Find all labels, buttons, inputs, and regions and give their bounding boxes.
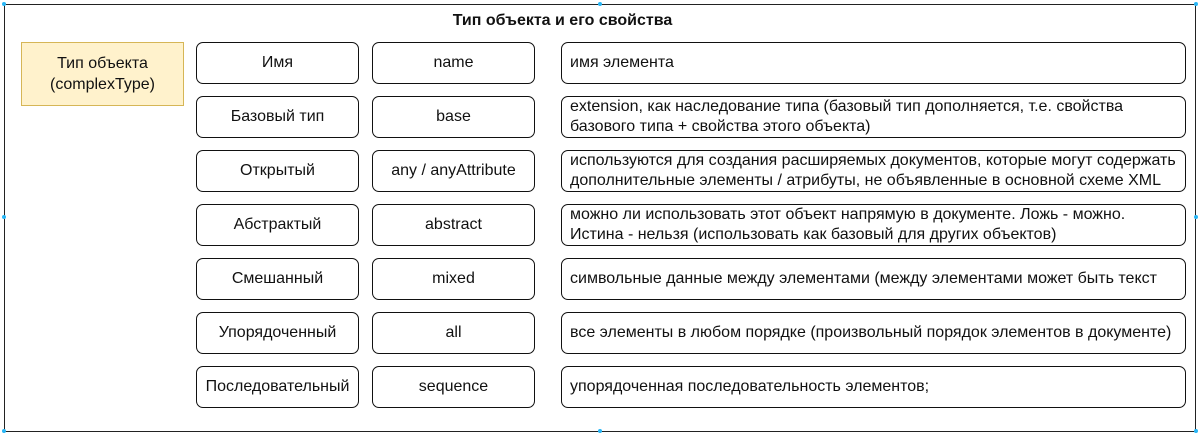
object-type-keyword: (complexType)	[50, 76, 155, 93]
property-name-box[interactable]: Открытый	[196, 150, 359, 192]
property-description-box[interactable]: все элементы в любом порядке (произвольный порядок элементов в документе)	[561, 312, 1186, 354]
property-description-box[interactable]: можно ли использовать этот объект напрямую в документе. Ложь - можно. Истина - нельзя (использовать как базовый для других объектов)	[561, 204, 1186, 246]
property-description-box[interactable]: имя элемента	[561, 42, 1186, 84]
selection-handle-bottom-left[interactable]	[2, 429, 6, 433]
property-keyword-box[interactable]: all	[372, 312, 535, 354]
diagram-title: Тип объекта и его свойства	[452, 12, 673, 29]
property-name-box[interactable]: Имя	[196, 42, 359, 84]
selection-handle-mid-left[interactable]	[2, 215, 6, 219]
selection-handle-bottom-right[interactable]	[1194, 429, 1198, 433]
property-keyword-box[interactable]: any / anyAttribute	[372, 150, 535, 192]
property-name-box[interactable]: Абстрактый	[196, 204, 359, 246]
property-name-box[interactable]: Упорядоченный	[196, 312, 359, 354]
selection-handle-top-mid[interactable]	[598, 2, 602, 6]
property-keyword-box[interactable]: abstract	[372, 204, 535, 246]
selection-handle-mid-right[interactable]	[1194, 215, 1198, 219]
property-keyword-box[interactable]: base	[372, 96, 535, 138]
object-type-box[interactable]	[21, 42, 184, 106]
property-description-box[interactable]: используются для создания расширяемых документов, которые могут содержать дополнительные элементы / атрибуты, не объявленные в основной схеме XML	[561, 150, 1186, 192]
selection-handle-top-left[interactable]	[2, 2, 6, 6]
property-name-box[interactable]: Последовательный	[196, 366, 359, 408]
property-keyword-box[interactable]: name	[372, 42, 535, 84]
property-keyword-box[interactable]: sequence	[372, 366, 535, 408]
property-description-box[interactable]: символьные данные между элементами (между элементами может быть текст	[561, 258, 1186, 300]
object-type-label: Тип объекта	[57, 55, 148, 72]
selection-handle-bottom-mid[interactable]	[598, 429, 602, 433]
property-name-box[interactable]: Смешанный	[196, 258, 359, 300]
property-description-box[interactable]: extension, как наследование типа (базовый тип дополняется, т.е. свойства базового типа + свойства этого объекта)	[561, 96, 1186, 138]
property-name-box[interactable]: Базовый тип	[196, 96, 359, 138]
selection-handle-top-right[interactable]	[1194, 2, 1198, 6]
property-keyword-box[interactable]: mixed	[372, 258, 535, 300]
property-description-box[interactable]: упорядоченная последовательность элементов;	[561, 366, 1186, 408]
